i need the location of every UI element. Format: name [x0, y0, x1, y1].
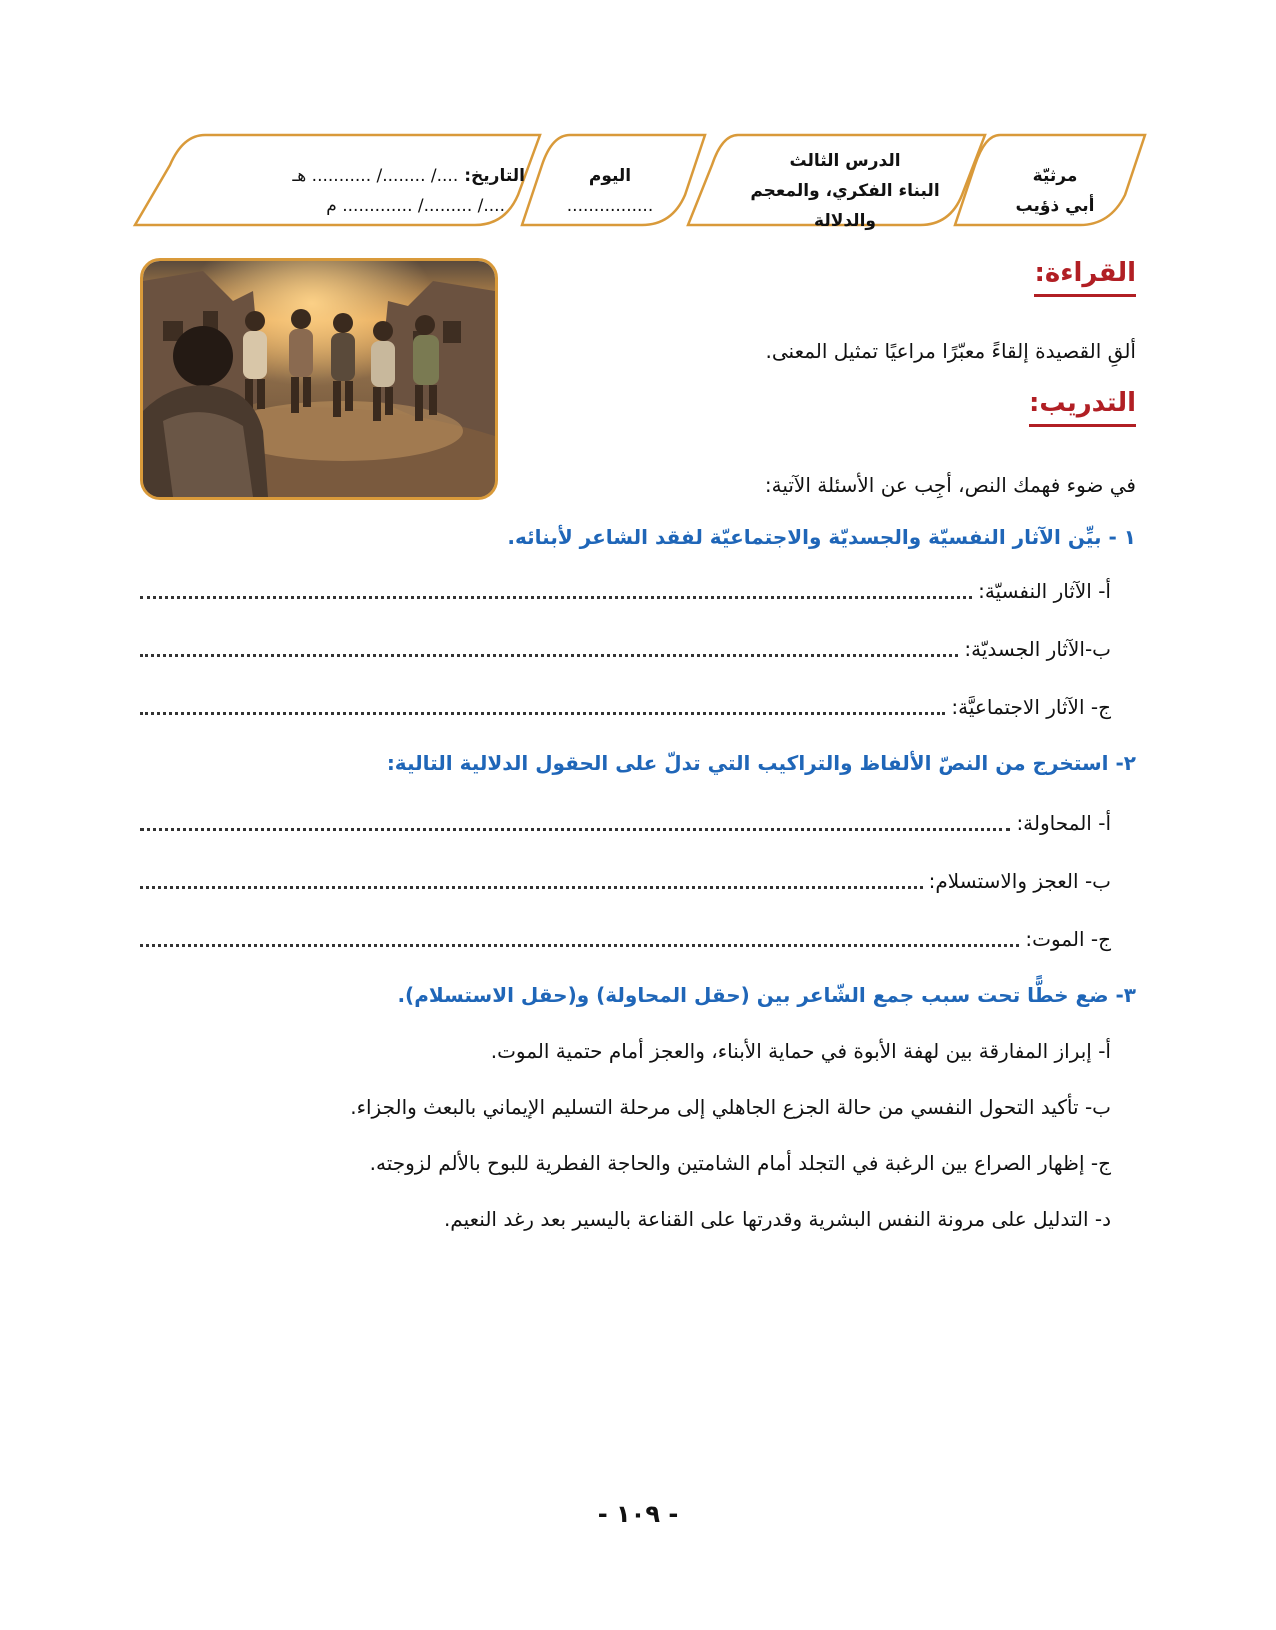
header-lesson-box — [720, 150, 970, 232]
answer-blank[interactable] — [140, 646, 958, 657]
page-number: - ١٠٩ - — [597, 1500, 679, 1528]
question-3: ٣- ضع خطًّا تحت سبب جمع الشّاعر بين (حقل المحاولة) و(حقل الاستسلام). — [397, 983, 1136, 1007]
header-date-box — [185, 150, 525, 232]
day-label: اليوم — [588, 166, 632, 186]
illustration-image — [140, 258, 498, 500]
training-intro: في ضوء فهمك النص، أجِب عن الأسئلة الآتية: — [764, 473, 1136, 497]
question-2: ٢- استخرج من النصّ الألفاظ والتراكيب التي تدلّ على الحقول الدلالية التالية: — [386, 751, 1136, 775]
day-blank[interactable]: ................ — [566, 196, 654, 216]
answer-label: ب-الآثار الجسديّة: — [964, 637, 1111, 661]
option-3d[interactable]: د- التدليل على مرونة النفس البشرية وقدرتها على القناعة باليسير بعد رغد النعيم. — [443, 1207, 1111, 1231]
reading-instruction: ألقِ القصيدة إلقاءً معبّرًا مراعيًا تمثيل المعنى. — [765, 339, 1136, 363]
option-3b[interactable]: ب- تأكيد التحول النفسي من حالة الجزع الجاهلي إلى مرحلة التسليم الإيماني بالبعث والجزاء. — [350, 1095, 1111, 1119]
header-poem-box — [985, 150, 1125, 232]
answer-label: أ- المحاولة: — [1016, 811, 1111, 835]
answer-label: أ- الآثار النفسيّة: — [978, 579, 1111, 603]
hijri-date-blank[interactable]: ..../ ......../ ........... هـ — [292, 166, 459, 186]
lesson-header — [0, 0, 1276, 240]
answer-label: ج- الآثار الاجتماعيَّة: — [951, 695, 1111, 719]
lesson-title: البناء الفكري، والمعجم والدلالة — [750, 181, 940, 231]
answer-row-2a — [140, 808, 1111, 838]
answer-row-1a — [140, 576, 1111, 606]
answer-blank[interactable] — [140, 936, 1019, 947]
answer-blank[interactable] — [140, 588, 972, 599]
answer-blank[interactable] — [140, 820, 1010, 831]
answer-row-2b — [140, 866, 1111, 896]
illustration-scene — [143, 261, 495, 497]
question-1: ١ - بيِّن الآثار النفسيّة والجسديّة والاجتماعيّة لفقد الشاعر لأبنائه. — [507, 525, 1136, 549]
poem-title: مرثيّة — [1032, 166, 1078, 186]
answer-row-1b — [140, 634, 1111, 664]
answer-label: ب- العجز والاستسلام: — [928, 869, 1111, 893]
answer-row-2c — [140, 924, 1111, 954]
training-heading: التدريب: — [1029, 386, 1136, 427]
option-3c[interactable]: ج- إظهار الصراع بين الرغبة في التجلد أمام الشامتين والحاجة الفطرية للبوح بالألم لزوجته. — [369, 1151, 1111, 1175]
lesson-number: الدرس الثالث — [789, 151, 901, 171]
answer-row-1c — [140, 692, 1111, 722]
answer-blank[interactable] — [140, 704, 945, 715]
gregorian-date-blank[interactable]: ..../ ........./ ............. م — [326, 196, 505, 216]
poet-name: أبي ذؤيب — [1015, 196, 1095, 216]
reading-heading: القراءة: — [1034, 256, 1136, 297]
header-day-box — [535, 150, 685, 232]
answer-label: ج- الموت: — [1025, 927, 1111, 951]
answer-blank[interactable] — [140, 878, 923, 889]
option-3a[interactable]: أ- إبراز المفارقة بين لهفة الأبوة في حماية الأبناء، والعجز أمام حتمية الموت. — [490, 1039, 1111, 1063]
date-label: التاريخ: — [464, 166, 525, 186]
